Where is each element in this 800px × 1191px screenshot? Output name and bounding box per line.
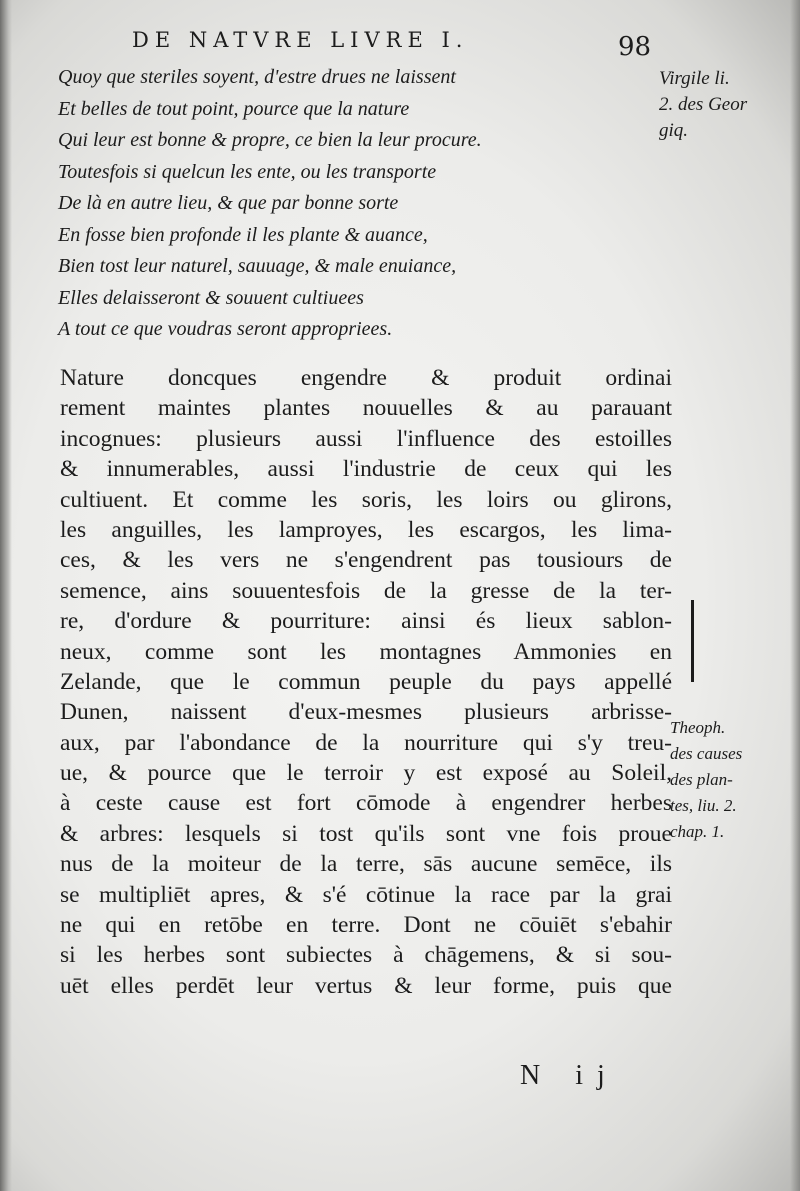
prose-line: cultiuent. Et comme les soris, les loirs ou glirons, (60, 486, 672, 513)
verse-block (58, 62, 678, 346)
verse-line: A tout ce que voudras seront appropriees. (58, 318, 393, 340)
prose-line: & innumerables, aussi l'industrie de ceux qui les (60, 456, 672, 483)
margin-note-line: des causes (670, 744, 743, 763)
marginal-rule (691, 600, 694, 682)
prose-line: à ceste cause est fort cōmode à engendrer herbes (60, 790, 672, 817)
page-left-edge-shadow (0, 0, 12, 1191)
prose-line: & arbres: lesquels si tost qu'ils sont vne fois proue (60, 820, 672, 847)
verse-line: Qui leur est bonne & propre, ce bien la leur procure. (58, 129, 482, 151)
verse-line: Toutesfois si quelcun les ente, ou les transporte (58, 160, 437, 183)
prose-line: semence, ains souuentesfois de la gresse de la ter- (60, 577, 672, 604)
margin-note-line: des plan- (670, 770, 733, 789)
running-title: DE NATVRE LIVRE I. (132, 28, 469, 52)
verse-line: De là en autre lieu, & que par bonne sorte (58, 192, 399, 214)
prose-line: nus de la moiteur de la terre, sās aucune semēce, ils (60, 851, 672, 878)
prose-line: se multipliēt apres, & s'é cōtinue la race par la grai (60, 881, 672, 908)
verse-line: Elles delaisseront & souuent cultiuees (58, 286, 364, 309)
prose-paragraph (60, 363, 672, 1001)
prose-line: uēt elles perdēt leur vertus & leur forme, puis que (60, 972, 672, 999)
margin-note-virgile (659, 66, 747, 144)
prose-line: rement maintes plantes nouuelles & au parauant (60, 395, 672, 422)
margin-note-line: tes, liu. 2. (670, 796, 737, 815)
margin-note-theophraste (670, 715, 742, 845)
verse-line: Bien tost leur naturel, sauuage, & male enuiance, (58, 255, 457, 277)
margin-note-line: Virgile li. (659, 68, 730, 89)
folio-number: 98 (618, 32, 652, 62)
prose-line: re, d'ordure & pourriture: ainsi és lieux sablon- (60, 608, 672, 635)
verse-line: En fosse bien profonde il les plante & auance, (58, 223, 428, 246)
margin-note-line: chap. 1. (670, 822, 725, 841)
margin-note-line: giq. (659, 120, 689, 141)
prose-line: si les herbes sont subiectes à chāgemens, & si sou- (60, 942, 672, 969)
prose-line: Zelande, que le commun peuple du pays appellé (60, 668, 672, 695)
prose-line: ue, & pource que le terroir y est exposé au Soleil, (60, 760, 672, 787)
verse-line: Et belles de tout point, pource que la nature (58, 97, 410, 120)
prose-line: incognues: plusieurs aussi l'influence des estoilles (60, 425, 672, 452)
prose-line: les anguilles, les lamproyes, les escargos, les lima- (60, 516, 672, 543)
prose-line: aux, par l'abondance de la nourriture qui s'y treu- (60, 729, 672, 756)
margin-note-line: 2. des Geor (659, 94, 748, 115)
verse-line: Quoy que steriles soyent, d'estre drues ne laissent (58, 66, 456, 88)
prose-line: Nature doncques engendre & produit ordinai (60, 365, 672, 391)
page-right-edge-shadow (790, 0, 800, 1191)
signature-mark: N ij (520, 1060, 619, 1091)
prose-line: Dunen, naissent d'eux-mesmes plusieurs arbrisse- (60, 699, 672, 726)
prose-line: ces, & les vers ne s'engendrent pas tousiours de (60, 547, 672, 574)
margin-note-line: Theoph. (670, 718, 726, 737)
prose-line: ne qui en retōbe en terre. Dont ne cōuiēt s'ebahir (60, 912, 672, 939)
prose-line: neux, comme sont les montagnes Ammonies en (60, 638, 672, 665)
